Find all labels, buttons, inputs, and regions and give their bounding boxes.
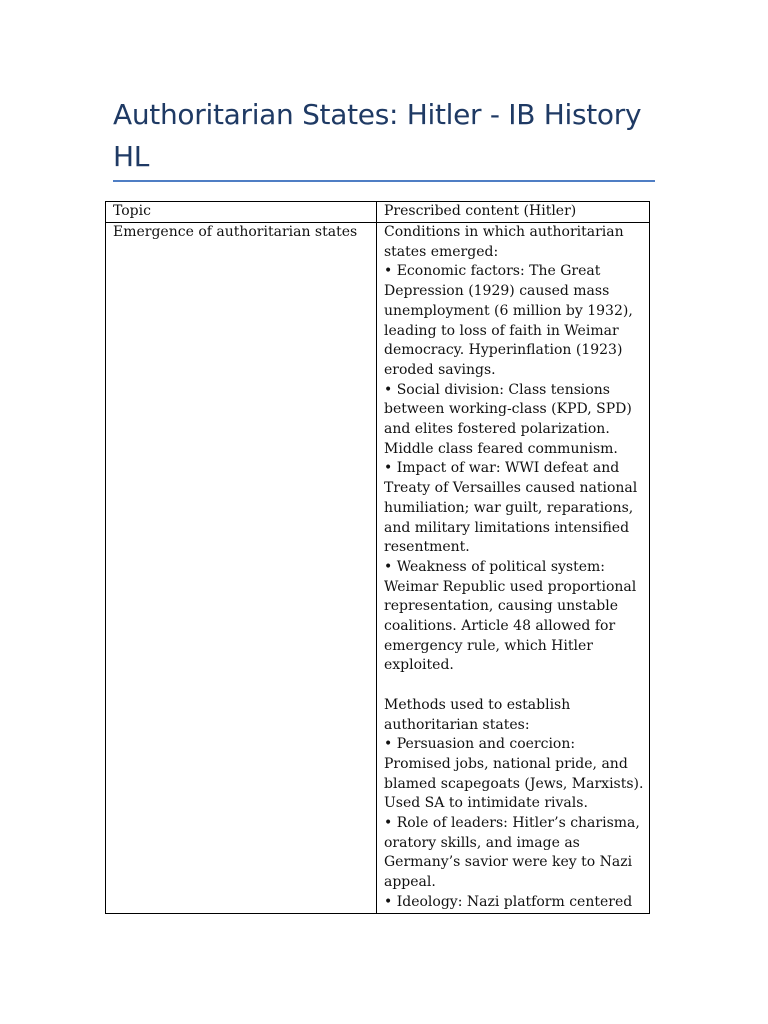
method-ideology: • Ideology: Nazi platform centered [384,893,633,910]
method-role-of-leaders: • Role of leaders: Hitler’s charisma, oratory skills, and image as Germany’s savior were key to Nazi appeal. [384,815,640,891]
header-topic: Topic [106,202,377,223]
title-divider [113,180,655,182]
condition-economic-factors: • Economic factors: The Great Depression (1929) caused mass unemployment (6 million by 1932), leading to loss of faith in Weimar democracy. Hyperinflation (1923) eroded savings. [384,263,633,378]
condition-weakness-political-system: • Weakness of political system: Weimar Republic used proportional representation, causing unstable coalitions. Article 48 allowed for emergency rule, which Hitler exploited. [384,558,637,674]
table-header-row [106,202,650,223]
row-content-cell [377,223,650,914]
row-topic-cell: Emergence of authoritarian states [106,223,377,914]
table-row [106,223,650,914]
condition-impact-of-war: • Impact of war: WWI defeat and Treaty of Versailles caused national humiliation; war guilt, reparations, and military limitations intensified resentment. [384,460,638,556]
methods-heading: Methods used to establish authoritarian states: [384,696,571,733]
header-prescribed-content: Prescribed content (Hitler) [377,202,650,223]
conditions-heading: Conditions in which authoritarian states emerged: [384,224,624,260]
prescribed-content-table [105,201,650,914]
condition-social-division: • Social division: Class tensions between working-class (KPD, SPD) and elites fostered polarization. Middle class feared communism. [384,381,632,457]
paragraph-spacer [384,676,645,696]
document-title: Authoritarian States: Hitler - IB History HL [113,98,642,173]
method-persuasion-coercion: • Persuasion and coercion: Promised jobs, national pride, and blamed scapegoats (Jews, Marxists). Used SA to intimidate rivals. [384,736,644,812]
